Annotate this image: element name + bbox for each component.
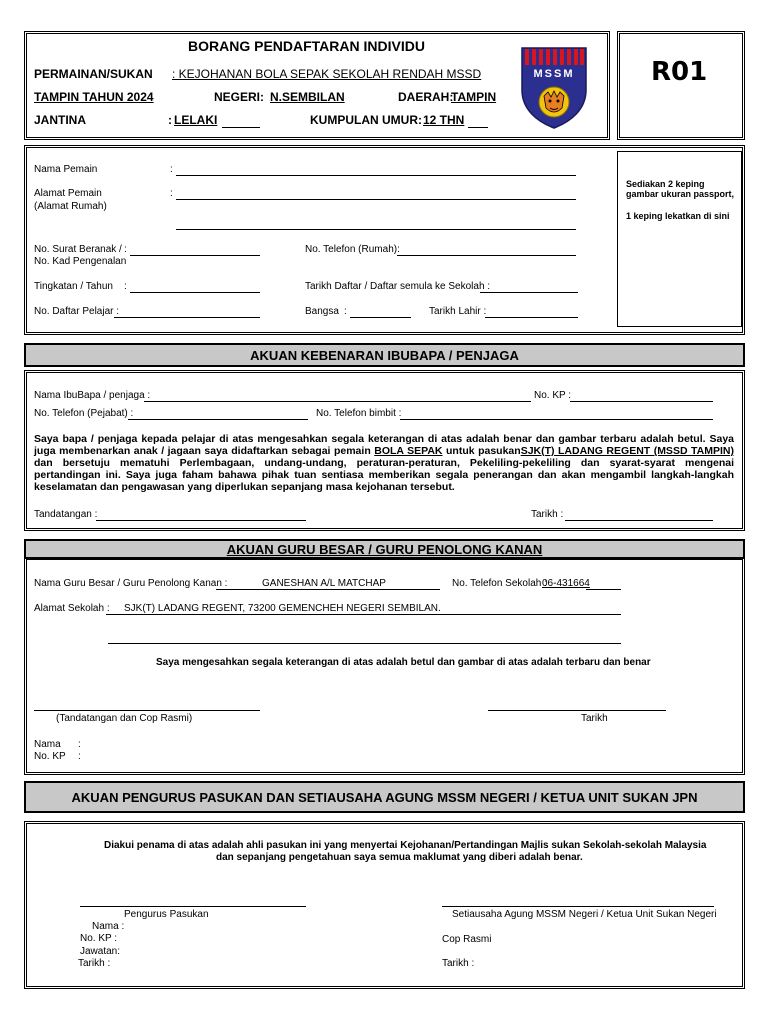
setiausaha-sign-field[interactable] [442,906,714,907]
pengurus-title: Pengurus Pasukan [124,909,209,920]
bangsa-colon: : [344,306,347,317]
tarikh-lahir-field[interactable] [485,317,578,318]
daerah-value: TAMPIN [451,90,497,104]
tarikh-guru-field[interactable] [488,710,666,711]
alamat-sekolah-field-1[interactable] [106,614,621,615]
ibubapa-declaration: Saya bapa / penjaga kepada pelajar di atas mengesahkan segala keterangan di atas adalah benar dan gambar terbaru adalah betul. Saya juga membenarkan anak / jagaan saya didaftarkan sebagai pemain BOLA SEPAK untuk pasukanSJK(T) LADANG REGENT (MSSD TAMPIN) dan bersetuju mematuhi Perlembagaan, undang-undang, peraturan-peraturan, Pekeliling-pekeliling dan syarat-syarat mengenai pertandingan ini. Saya juga faham bahawa pihak tuan sentiasa memberikan segala penerangan dan akan mengambil langkah-langkah keselamatan dan pengawasan yang diperlukan sepanjang masa kejohanan tersebut. [34,433,734,493]
tel-pejabat-label: No. Telefon (Pejabat) : [34,408,134,419]
guru-pengesahan: Saya mengesahkan segala keterangan di atas adalah betul dan gambar di atas adalah terbaru dan benar [156,657,651,668]
alamat-sekolah-field-2[interactable] [108,643,621,644]
tel-sekolah-value: 06-431664 [542,578,590,589]
diakui-line-1: Diakui penama di atas adalah ahli pasukan ini yang menyertai Kejohanan/Pertandingan Majlis sukan Sekolah-sekolah Malaysia [104,840,707,851]
ibubapa-banner: AKUAN KEBENARAN IBUBAPA / PENJAGA [24,343,745,367]
tingkatan-field[interactable] [130,292,260,293]
permainan-value-year: TAMPIN TAHUN 2024 [34,90,154,104]
tel-sekolah-label: No. Telefon Sekolah : [452,578,547,589]
tarikh-daftar-label: Tarikh Daftar / Daftar semula ke Sekolah : [305,281,491,292]
alamat-pemain-field-2[interactable] [176,229,576,230]
alamat-sekolah-label: Alamat Sekolah : [34,603,110,614]
nama-ibubapa-label: Nama IbuBapa / penjaga : [34,390,151,401]
form-title: BORANG PENDAFTARAN INDIVIDU [188,38,425,54]
tarikh-daftar-field[interactable] [480,292,578,293]
tel-bimbit-field[interactable] [400,419,713,420]
diakui-line-2: dan sepanjang pengetahuan saya semua maklumat yang diberi adalah benar. [216,852,583,863]
kp-guru-sign-label: No. KP [34,751,66,762]
pengurus-nama: Nama : [92,921,125,932]
tarikh-ibubapa-label: Tarikh : [531,509,564,520]
tel-pejabat-field[interactable] [128,419,308,420]
kp-guru-sign-colon: : [78,751,81,762]
tingkatan-label: Tingkatan / Tahun [34,281,113,292]
negeri-label: NEGERI: [214,90,265,104]
alamat-pemain-colon: : [170,188,173,199]
tandatangan-ibubapa-field[interactable] [96,520,306,521]
no-kp-ibubapa-label: No. KP : [534,390,572,401]
negeri-value: N.SEMBILAN [270,90,345,104]
daftar-pelajar-label: No. Daftar Pelajar : [34,306,120,317]
tandatangan-guru-label: (Tandatangan dan Cop Rasmi) [56,713,193,724]
jantina-line [222,127,260,128]
kumpulan-line [468,127,488,128]
tel-bimbit-label: No. Telefon bimbit : [316,408,402,419]
surat-beranak-colon: : [124,244,127,255]
setiausaha-title: Setiausaha Agung MSSM Negeri / Ketua Unit Sukan Negeri [452,909,717,920]
tarikh-lahir-label: Tarikh Lahir : [429,306,487,317]
permainan-label: PERMAINAN/SUKAN [34,67,153,81]
alamat-pemain-sub: (Alamat Rumah) [34,201,107,212]
nama-pemain-colon: : [170,164,173,175]
pengurus-banner: AKUAN PENGURUS PASUKAN DAN SETIAUSAHA AGUNG MSSM NEGERI / KETUA UNIT SUKAN JPN [24,781,745,813]
nama-guru-sign-colon: : [78,739,81,750]
photo-note-1: Sediakan 2 keping gambar ukuran passport, [626,179,735,199]
nama-ibubapa-field[interactable] [144,401,531,402]
pengurus-kp: No. KP : [80,933,118,944]
jantina-value: LELAKI [174,113,218,127]
form-code: R01 [651,57,708,87]
bangsa-field[interactable] [350,317,411,318]
cop-rasmi: Cop Rasmi [442,934,492,945]
telefon-rumah-field[interactable] [397,255,576,256]
mssm-logo-text: MSSM [533,68,575,80]
photo-box [617,151,742,327]
kad-pengenalan-label: No. Kad Pengenalan [34,256,127,267]
tandatangan-guru-field[interactable] [34,710,260,711]
tel-sekolah-field[interactable] [586,589,621,590]
daerah-label: DAERAH: [398,90,454,104]
tarikh-ibubapa-field[interactable] [565,520,713,521]
kumpulan-value: 12 THN [423,113,465,127]
nama-guru-sign-label: Nama [34,739,61,750]
jantina-label: JANTINA [34,113,87,127]
ic-field[interactable] [130,255,260,256]
nama-guru-value: GANESHAN A/L MATCHAP [262,578,386,589]
alamat-pemain-field-1[interactable] [176,199,576,200]
nama-guru-field[interactable] [216,589,440,590]
kumpulan-label: KUMPULAN UMUR: [310,113,422,127]
photo-note-2: 1 keping lekatkan di sini [626,211,730,221]
permainan-value: : KEJOHANAN BOLA SEPAK SEKOLAH RENDAH MSSD [172,67,482,81]
tingkatan-colon: : [124,281,127,292]
no-kp-ibubapa-field[interactable] [570,401,713,402]
tandatangan-ibubapa-label: Tandatangan : [34,509,98,520]
nama-guru-label: Nama Guru Besar / Guru Penolong Kanan : [34,578,228,589]
surat-beranak-label: No. Surat Beranak / [34,244,122,255]
jantina-colon: : [168,113,172,127]
tarikh-guru-label: Tarikh [581,713,608,724]
alamat-pemain-label: Alamat Pemain [34,188,102,199]
mssm-logo [520,46,588,130]
daftar-pelajar-field[interactable] [114,317,260,318]
alamat-sekolah-value: SJK(T) LADANG REGENT, 73200 GEMENCHEH NEGERI SEMBILAN. [124,603,441,614]
bangsa-label: Bangsa [305,306,339,317]
pengurus-jawatan: Jawatan: [80,946,121,957]
nama-pemain-label: Nama Pemain [34,164,98,175]
pengurus-sign-field[interactable] [80,906,306,907]
setiausaha-tarikh: Tarikh : [442,958,475,969]
pengurus-tarikh: Tarikh : [78,958,111,969]
guru-banner: AKUAN GURU BESAR / GURU PENOLONG KANAN [24,539,745,559]
telefon-rumah-label: No. Telefon (Rumah): [305,244,400,255]
nama-pemain-field[interactable] [176,175,576,176]
